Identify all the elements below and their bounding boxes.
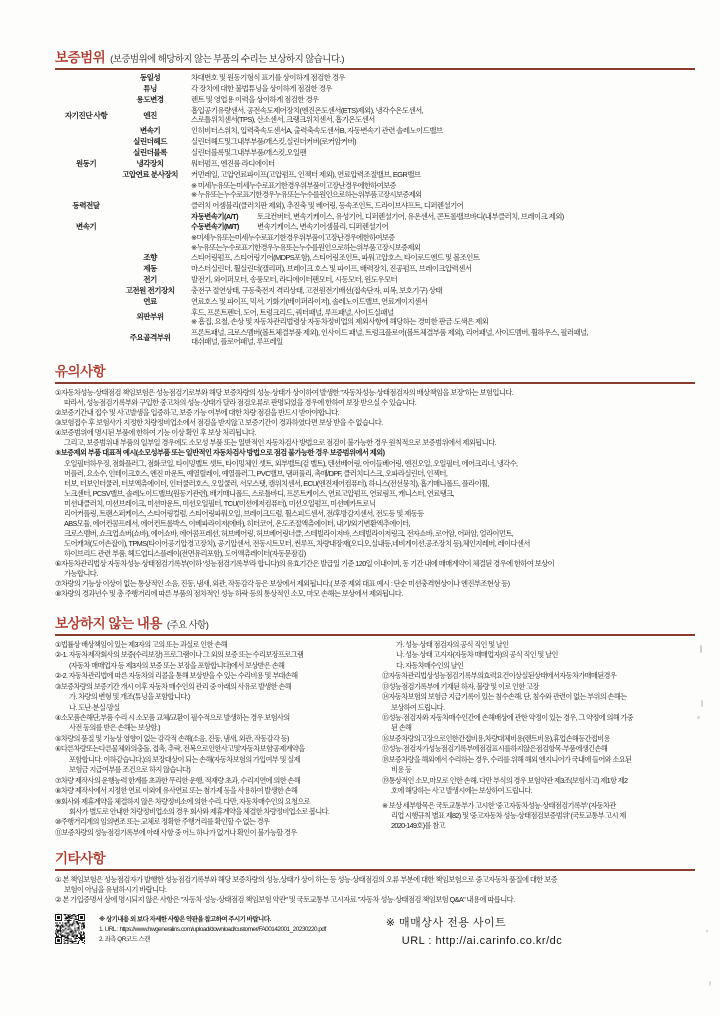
exclusions-heading-title: 보상하지 않는 내용 xyxy=(55,616,162,632)
coverage-row-value xyxy=(187,158,695,169)
coverage-value-line: 실린더블록및그내부부품/개스킷,오일팬 xyxy=(191,147,307,157)
exclusion-item: 나. 도난·분실·망실 xyxy=(69,702,120,712)
coverage-row-label: 연료 xyxy=(143,296,157,306)
exclusion-item: ⑥다른차량또는다른물체와의충돌, 접촉, 추락, 전복으로인한사고및'자동차보험'공제계약을 xyxy=(55,744,305,754)
coverage-row-group xyxy=(55,211,117,222)
coverage-row xyxy=(55,158,695,169)
coverage-row-value xyxy=(187,200,695,211)
exclusions-columns xyxy=(55,640,695,838)
coverage-row-value xyxy=(187,327,695,347)
coverage-row-label: 실린더헤드 xyxy=(133,136,167,146)
notice-item: 그리고, 보증범위내 부품의 일부일 경우에도 소모성 부품 또는 일반적인 자동차검사 방법으로 점검이 불가능한 경우 원칙적으로 보증범위에서 제외됩니다. xyxy=(64,438,496,448)
scan-speck xyxy=(706,930,708,932)
notice-item: 도어캐쳐(도어손잡이), TPMS(타이어공기압경고장치), 공기압센서, 전동시트모터, 썬루프, 차량내장재(오디오,실내등,네비게이션,공조장치 등),체인지레버, 레이다센서 xyxy=(64,539,530,548)
notice-item: ④보증범위에 명시된 부품에 한하여 기능 이상 확인 후 보상 처리됩니다. xyxy=(55,428,256,438)
other-heading-title: 기타사항 xyxy=(55,851,106,867)
notice-item: 오일필터하우징, 점화플러그, 점화코일, 타이밍벨트 셋트, 타이밍체인 셋트, 외부벨트(겉 벨트), 텐션베어링, 아이들베어링, 엔진오일, 오일필터, 에어크리너, 냉각수, xyxy=(64,458,518,468)
exclusion-item: 나. 성능·상태 고지자(자동차 매매업자)의 공식 직인 및 날인 xyxy=(396,650,558,660)
notice-item: 따라서, 성능점검기록부와 구입한 중고차의 성능·상태가 달라 점검오류로 판명되었을 경우에 한하여 보장 받으실 수 있습니다. xyxy=(64,398,417,408)
coverage-row xyxy=(55,180,695,200)
coverage-row-label: 주요골격부위 xyxy=(129,332,171,342)
notice-item: 미션내클러치, 미션브레이크, 미션마운트, 미션오일필터, TCU(미션에저컴퓨터), 미션오일펌프, 미션메카트로닉 xyxy=(64,498,376,508)
scan-speck xyxy=(697,716,700,719)
coverage-row-value xyxy=(187,275,695,286)
coverage-row-label: 튜닝 xyxy=(143,84,157,94)
notice-item: ⑤보증제외 부품 대표적 예시(소모성부품 또는 일반적인 자동차검사 방법으로 점검 불가능한 경우 보증범위에서 제외) xyxy=(55,448,385,458)
exclusion-item: 포함합니다. 이하같습니다.)의 보장대상이 되는 손해(자동차보험의 가입여부 및 실제 xyxy=(69,754,300,764)
coverage-sublabel: 수동변속기(M/T) xyxy=(191,222,239,232)
coverage-value-line: ※미세누유또는미세누수로표기한경우위부품이고장난경우에한하여보증 xyxy=(191,233,395,243)
coverage-row-group xyxy=(55,264,117,275)
coverage-row xyxy=(55,285,695,296)
coverage-value-line: 클러치 어셈블리(클러치판 제외), 추진축 및 베어링, 등속조인트, 드라이브샤프트, 디퍼렌셜기어 xyxy=(191,200,464,210)
exclusions-section-heading xyxy=(0,612,720,632)
coverage-row-label: 엔진 xyxy=(143,110,157,120)
notice-item: 머플러, 요소수, 인테이크호스, 엔진 마운트, 예열릴레이, 예열플러그, PVC밸브, 댐퍼풀리, 촉매/DPF, 클러치디스크, 오파라실린더, 인젝터, xyxy=(64,468,448,478)
coverage-row-group: 변속기 xyxy=(75,222,97,232)
coverage-row xyxy=(55,211,695,222)
coverage-row-group xyxy=(55,73,117,84)
coverage-row-value xyxy=(187,211,695,222)
exclusion-item: ②-2. 자동차관리법에 따른 자동차의 리콜을 통해 보상받을 수 있는 수리비용 및 부대손해 xyxy=(55,671,298,681)
exclusion-item: 가. 성능·상태 점검자의 공식 직인 및 날인 xyxy=(396,639,509,649)
coverage-value-line: 워터펌프, 엔진룸 라디에이터 xyxy=(191,158,275,168)
coverage-row-label: 조향 xyxy=(143,253,157,263)
other-item: ① 본 책임보험은 성능점검자가 발행한 성능점검기록부와 해당 보증차량의 성능,상태가 상이 하는 등 성능·상태점검의 오류 부분에 대한 책임보험으로 중고자동차 품질에 대한 보증 xyxy=(55,874,558,884)
coverage-row-value xyxy=(187,94,695,105)
other-section-heading xyxy=(0,847,720,867)
exclusions-right-column xyxy=(382,640,695,838)
coverage-row-value xyxy=(187,73,695,84)
coverage-row-group xyxy=(55,233,117,253)
exclusion-item: ⑩주행거리계의 임의변조 또는 교체로 정확한 주행거리를 확인할 수 없는 경우 xyxy=(55,817,270,827)
coverage-row xyxy=(55,84,695,95)
coverage-sublabel: 자동변속기(A/T) xyxy=(191,211,239,221)
coverage-value-line: ※ 누유또는누수로표기한경우누유또는누수를원인으로하는위부품고장시보증제외 xyxy=(191,190,422,200)
notice-item: ③보험접수 후 보험사가 지정한 차량정비업소에서 점검을 받지않고 보증기간이 경과하였다면 보상 받을 수 없습니다. xyxy=(55,418,383,428)
coverage-row xyxy=(55,147,695,158)
coverage-row-value xyxy=(187,285,695,296)
coverage-row-value xyxy=(187,296,695,307)
coverage-row-value xyxy=(187,84,695,95)
exclusion-item: 가. 차량의 변형 및 개조(튜닝을 포함합니다.) xyxy=(69,692,190,702)
coverage-row-group xyxy=(55,84,117,95)
coverage-row-value xyxy=(187,264,695,275)
coverage-value-line: 연료호스 및 파이프, 믹서, 기화기(베이퍼라이저), 솔레노이드밸브, 연료게이지센서 xyxy=(191,297,428,307)
coverage-row xyxy=(55,125,695,136)
coverage-row-value xyxy=(187,180,695,200)
coverage-row-group xyxy=(55,147,117,158)
exclusion-item: ⑱보증차량을 해외에서 수리하는 경우, 수리를 위해 해외 엔지니어가 국내에 들어와 소요된 xyxy=(382,754,632,764)
exclusion-item: ②-1. 자동차제작회사의 보증(수리보장) 프로그램이나 그 외의 보증 또는 수리보장프로그램 xyxy=(55,650,304,660)
exclusion-item: 리업 시행규칙 별표 제82) 및 '중고자동차 성능·상태점검보증범위' (국토교통부 고시 제 xyxy=(391,810,626,820)
other-item: 보험이 아님을 유념하시기 바랍니다. xyxy=(64,884,167,894)
notice-item: ⑧차량의 경과년수 및 총 주행거리에 따른 부품의 점차적인 성능 하락 등의 통상적인 소모, 마모 손해는 보상에서 제외됩니다. xyxy=(55,589,403,599)
notice-item: 하이브리드 관련 부품, 헤드업디스플레이(전면유리포함), 도어액츄레이터(자동문잠김) xyxy=(64,549,306,559)
coverage-row-group: 원동기 xyxy=(75,158,97,168)
coverage-row xyxy=(55,222,695,233)
coverage-row-label xyxy=(117,211,187,222)
exclusion-item: ⑦차량 제작사의 운행능력 한계를 초과한 무리한 운행, 적재량 초과, 수리지연에 의한 손해 xyxy=(55,775,301,785)
coverage-row xyxy=(55,94,695,105)
notice-list xyxy=(55,388,695,599)
other-item: ② 본 가입증명서 상에 명시되지 않은 사항은 "자동차 성능·상태점검 책임보험 약관" 및 국토교통부 고시자료 "자동차 성능·상태점검 책임보험 Q&A" 내용에 따릅니다. xyxy=(55,895,515,904)
footer xyxy=(55,914,695,950)
coverage-row-label: 고전원 전기장치 xyxy=(125,286,175,295)
coverage-row xyxy=(55,253,695,264)
coverage-row xyxy=(55,327,695,347)
coverage-row-group xyxy=(55,327,117,347)
coverage-row xyxy=(55,136,695,147)
coverage-value-line: 마스터실린더, 휠실린더(캘리퍼), 브레이크 호스 및 파이프, 배력장치, 진공펌프, 브레이크압력센서 xyxy=(191,264,472,274)
coverage-value-line: ※누유또는누수로표기한경우누유또는누수를원인으로하는위부품고장시보증제외 xyxy=(191,242,421,252)
exclusion-item: ⑬성능점검기록부에 기재된 하자, 불량 및 이로 인한 고장 xyxy=(382,681,539,691)
coverage-row xyxy=(55,307,695,327)
coverage-row-value xyxy=(187,136,695,147)
exclusion-item: 회사가 별도로 안내한 차량정비업소의 경우 회사와 제휴계약을 체결한 차량정비업소로 봅니다. xyxy=(69,806,330,816)
coverage-value-line: ※ 미세누유또는미세누수로표기한경우위부품이고장난경우에한하여보증 xyxy=(191,180,396,190)
coverage-row-group xyxy=(55,180,117,200)
scan-speck xyxy=(700,645,702,653)
coverage-row-group xyxy=(55,169,117,180)
coverage-section-heading xyxy=(0,46,720,66)
coverage-row-value xyxy=(187,169,695,180)
footer-note: ※ 상기내용 외 보다 자세한 사항은 약관을 참고하여 주시기 바랍니다. xyxy=(99,916,271,924)
coverage-row-group xyxy=(55,285,117,296)
coverage-row-group xyxy=(55,253,117,264)
notice-item: ②보증기간내 접수 및 사고발생을 입증하고, 보증 가능 여부에 대한 차량 점검을 반드시 받아야합니다. xyxy=(55,408,339,418)
footer-url-line[interactable]: 1. URL : https://www.hwgeneralins.com/upload/download/customer/FA00142001_20230220.pdf xyxy=(99,925,326,933)
coverage-row-group: 동력전달 xyxy=(72,200,100,210)
notice-item: ①자동차성능·상태점검 책임보험은 성능점검기로부와 해당 보증차량의 성능·상태가 상이하여 발생한 "자동차성능·상태점검자의 배상책임을 보장"하는 보험입니다. xyxy=(55,388,514,398)
coverage-row-group xyxy=(55,307,117,327)
coverage-row-label: 제동 xyxy=(143,264,157,274)
exclusion-item: 호에 해당하는 사고 발생시에는 보상하여 드립니다. xyxy=(391,786,533,796)
coverage-row xyxy=(55,105,695,125)
coverage-row-label: 냉각장치 xyxy=(136,158,164,168)
notice-item: 리어커플링, 트랜스퍼케이스, 스티어링컬럼, 스티어링파워오일, 브레이크드럼, 휠스피드센서, 전/후방감지센서, 전도등 및 제동등 xyxy=(64,508,424,518)
exclusion-item: ⑤차량의 품질 및 기능상 영향이 없는 감각적 손해(소음, 진동, 냄새, 외관, 작동감각 등) xyxy=(55,733,289,743)
coverage-row-value xyxy=(187,147,695,158)
coverage-value-line: 커먼레일, 고압연료파이프(고압펌프, 인젝터 제외), 연료압력조절밸브, EGR밸브 xyxy=(191,169,421,179)
coverage-row-group xyxy=(55,275,117,286)
coverage-row xyxy=(55,275,695,286)
notice-item: ⑥자동차관리법상 자동차성능·상태점검기록부(이하 '성능점검기록부'라 합니다)의 유효기간은 발급일 기준 120일 이내이며, 동 기간 내에 매매계약이 체결된 경우에 한하여 보상이 xyxy=(55,559,555,569)
coverage-row-value xyxy=(187,105,695,125)
notice-item: 터보, 터보인터쿨러, 터보엑츄에이터, 인터쿨러호스, 오일쿨러, 서모스탯, 캠위치센서, ECU(엔진제어컴퓨터), 하니스(전선뭉치), 흡기매니폴드, 플라이휠, xyxy=(64,478,489,488)
coverage-value-line: 렌트 및 영업용 이력을 상이하게 점검한 경우 xyxy=(191,95,319,105)
coverage-value-line: 인히비터스위치, 입력축속도센서A, 출력축속도센서B, 자동변속기 관련 솔레노이드밸브 xyxy=(191,126,443,136)
exclusion-item: 된 손해 xyxy=(391,723,412,733)
coverage-value-line: ※ 흠집, 요철, 손상 및 자동차관리법령상 자동차정비업의 제외사항에 해당하는 경미한 판금·도색은 제외 xyxy=(191,317,489,327)
coverage-value-line: 프론트패널, 크로스멤버(볼트체결부품 제외), 인사이드 패널, 트렁크플로어(볼트체결부품 제외), 리어패널, 사이드멤버, 휠하우스, 필러패널, xyxy=(191,327,589,337)
notice-item: 가능합니다. xyxy=(64,569,98,579)
exclusion-item: ⑫자동차관리법상성능점검기록부의효력요건이상실된상태에서자동차가매매된경우 xyxy=(382,671,617,681)
exclusion-item: (자동차 매매업자 등 제3자의 보증 또는 보장을 포함합니다)에서 보상받은 손해 xyxy=(69,660,285,670)
coverage-row-label xyxy=(117,222,187,233)
coverage-row-label: 고압연료 분사장치 xyxy=(122,169,178,179)
coverage-row-group xyxy=(55,296,117,307)
exclusions-left-column xyxy=(55,640,368,838)
notice-heading-title: 유의사항 xyxy=(55,364,106,380)
exclusion-item: ⑲통상적인 소모,마모로 인한 손해. 다만 부식의 경우 보험약관 제3조(보험사고) 제1항 제2 xyxy=(382,775,628,785)
coverage-row-label: 용도변경 xyxy=(136,95,164,104)
exclusion-item: ③보증차량의 보증기간 개시 이후 자동차 매수인의 관리 중 아래의 사유로 발생한 손해 xyxy=(55,681,291,691)
exclusion-item: 보상하여 드립니다. xyxy=(391,702,445,712)
coverage-row-label xyxy=(117,200,187,211)
notice-item: ABS모듈, 에어컨콤프레서, 에어컨트롤박스, 이베파라이저(에바), 히터코어, 온도조절액츄에이터, 내기/외기변환엑추에이터, xyxy=(64,518,410,528)
coverage-row-label: 전기 xyxy=(143,275,157,285)
exclusion-item: ※ 보상 세부항목은 국토교통부가 고시한 '중고자동차성능·상태점검기록부' (자동차관 xyxy=(382,800,616,810)
coverage-row-label: 동일성 xyxy=(139,73,161,83)
coverage-row xyxy=(55,296,695,307)
coverage-row-group xyxy=(55,125,117,136)
coverage-value-line: 발전기, 와이퍼모터, 송풍모터, 라디에이터팬모터, 시동모터, 윈도우모터 xyxy=(191,275,398,285)
exclusion-item: 비용 등 xyxy=(391,765,412,775)
footer-qr-line: 2. 좌측 QR코드 스캔 xyxy=(99,935,150,943)
coverage-heading-note: (보증범위에 해당하지 않는 부품의 수리는 보상하지 않습니다.) xyxy=(110,54,345,65)
exclusion-item: ⑪보증차량의 성능점검기록부에 아래 사항 중 어느 하나가 없거나 확인이 불가능할 경우 xyxy=(55,827,297,837)
exclusion-item: 보험금 지급여부를 조건으로 하지 않습니다) xyxy=(69,765,191,775)
coverage-value-line: 실린더헤드및그내부부품/개스킷,실린더커버(로커암커버) xyxy=(191,137,356,147)
qr-code-icon xyxy=(55,914,85,944)
exclusion-item: 사전 동의를 받은 손해는 보상함.) xyxy=(69,723,160,733)
coverage-value-line: 스티어링펌프, 스티어링기어(MDPS포함), 스티어링조인트, 파워고압호스, 타이로드엔드 및 볼조인트 xyxy=(191,253,480,263)
coverage-row-label xyxy=(117,180,187,200)
coverage-row xyxy=(55,200,695,211)
exclusions-heading-note: (주요 사항) xyxy=(166,620,209,632)
coverage-value-line: 차대번호 및 원동기형식 표기를 상이하게 점검한 경우 xyxy=(191,73,345,83)
coverage-row-value xyxy=(187,125,695,136)
scan-speck xyxy=(701,700,703,707)
coverage-value-line: 충전구 절연상태, 구동축전지 격리상태, 고전원전기배선(접속단자, 피복, 보호기구) 상태 xyxy=(191,286,442,296)
other-list xyxy=(55,875,695,905)
coverage-value-line: 스로틀위치센서(TPS), 산소센서, 크랭크위치센서, 흡기온도센서 xyxy=(191,115,375,125)
notice-section-heading xyxy=(0,360,720,380)
exclusion-item: ⑰성능·점검자가성능점검기록부에점검표시를하지않은점검항목·부품에생긴손해 xyxy=(382,744,608,754)
coverage-row-group: 자기진단 사항 xyxy=(64,110,108,120)
coverage-value-line: 수동변속기(M/T) 변속기케이스, 변속기어셈블리, 디퍼렌셜기어 xyxy=(191,222,389,232)
coverage-value-line: 각 장치에 대한 불법튜닝을 상이하게 점검한 경우 xyxy=(191,84,332,94)
coverage-row-label: 실린더블록 xyxy=(133,147,167,157)
exclusion-item: 다. 자동차매수인의 날인 xyxy=(396,660,464,670)
coverage-row-value xyxy=(187,222,695,233)
footer-text-block xyxy=(99,914,326,945)
exclusion-item: ⑯보증차량의고장으로인한간접비용,차량대체비용(렌트비용),휴업손해등간접비용 xyxy=(382,733,610,743)
dealer-site-url[interactable]: URL : http://ai.carinfo.co.kr/dc xyxy=(401,935,563,948)
coverage-row-group xyxy=(55,94,117,105)
exclusion-item: ⑭자동차보험의 보험금 지급기록이 있는 침수손해. 단, 침수와 관련이 없는 부위의 손해는 xyxy=(382,692,627,702)
notice-item: 크로스멤버, 쇼크업쇼버(쇼바), 에어쇼바, 에어콤프레션, 허브베어링, 허브베어링너클, 스테빌라이저바, 스테빌라이저링크, 전자쇼바, 로어암, 어퍼암, 얼라이먼트, xyxy=(64,528,514,538)
coverage-row-value xyxy=(187,307,695,327)
coverage-row-label: 외판부위 xyxy=(136,312,164,322)
coverage-row xyxy=(55,264,695,275)
coverage-value-line: 흡입공기유량센서, 공전속도제어장치(엔진온도센서(ETS)제외), 냉각수온도센서, xyxy=(191,105,424,115)
exclusion-item: ①법률상 배상책임이 있는 제3자의 고의 또는 과실로 인한 손해 xyxy=(55,639,227,649)
exclusion-item: ⑮성능·점검자와 자동차매수인간에 손해배상에 관한 약정이 있는 경우, 그 약정에 의해 가중 xyxy=(382,713,634,723)
notice-item: ⑦차량의 기능상 이상이 없는 통상적인 소음, 진동, 냄새, 외관, 작동감각 등은 보상에서 제외됩니다.( 보증 제외 대표 예시 : 단순 미션충격현상이나 엔진부조현상 등) xyxy=(55,579,510,589)
coverage-row-group xyxy=(55,136,117,147)
coverage-heading-title: 보증범위 xyxy=(55,50,106,65)
coverage-row-value xyxy=(187,253,695,264)
coverage-value-line: 후드, 프론트펜더, 도어, 트렁크리드, 쿼터패널, 루프패널, 사이드실패널 xyxy=(191,307,394,317)
coverage-row-label: 변속기 xyxy=(139,126,161,136)
coverage-row xyxy=(55,169,695,180)
exclusion-item: ④소모품손해단,부품 수리 시 소모품 교체/교환이 필수적으로 발생하는 경우 보험사의 xyxy=(55,713,290,723)
exclusion-item: 2020-149호)를 참고 xyxy=(391,821,445,831)
notice-item: 노크센터, PCSV밸브, 솔레노이드밸브(원동기관련), 배기매니폴드, 스로틀바디, 프론트케이스, 연료고압펌프, 연료림프, 캐니스터, 연료탱크, xyxy=(64,488,455,498)
scan-speck xyxy=(709,981,711,986)
exclusion-item: ⑧차량 제작사에서 지정한 연료 이외에 유사연료 또는 첨가제 등을 사용하여 발생한 손해 xyxy=(55,786,298,796)
dealer-site-title: ※ 매매상사 전용 사이트 xyxy=(385,917,507,930)
coverage-row xyxy=(55,73,695,84)
coverage-table xyxy=(55,73,695,348)
exclusion-item: ⑨회사와 제휴계약을 체결하지 않은 차량정비소에 의한 수리. 다만, 자동차매수인의 요청으로 xyxy=(55,796,310,806)
coverage-row-label xyxy=(117,233,187,253)
dealer-site-block xyxy=(386,914,562,950)
coverage-row-value xyxy=(187,233,695,253)
coverage-value-line: 대쉬패널, 플로어패널, 루프레일 xyxy=(191,337,283,347)
coverage-value-line: 자동변속기(A/T) 토크컨버터, 변속기케이스, 유성기어, 디퍼렌셜기어, 유온센서, 콘트롤밸브바디(내부클러치, 브레이크 제외) xyxy=(191,211,564,221)
coverage-row xyxy=(55,233,695,253)
